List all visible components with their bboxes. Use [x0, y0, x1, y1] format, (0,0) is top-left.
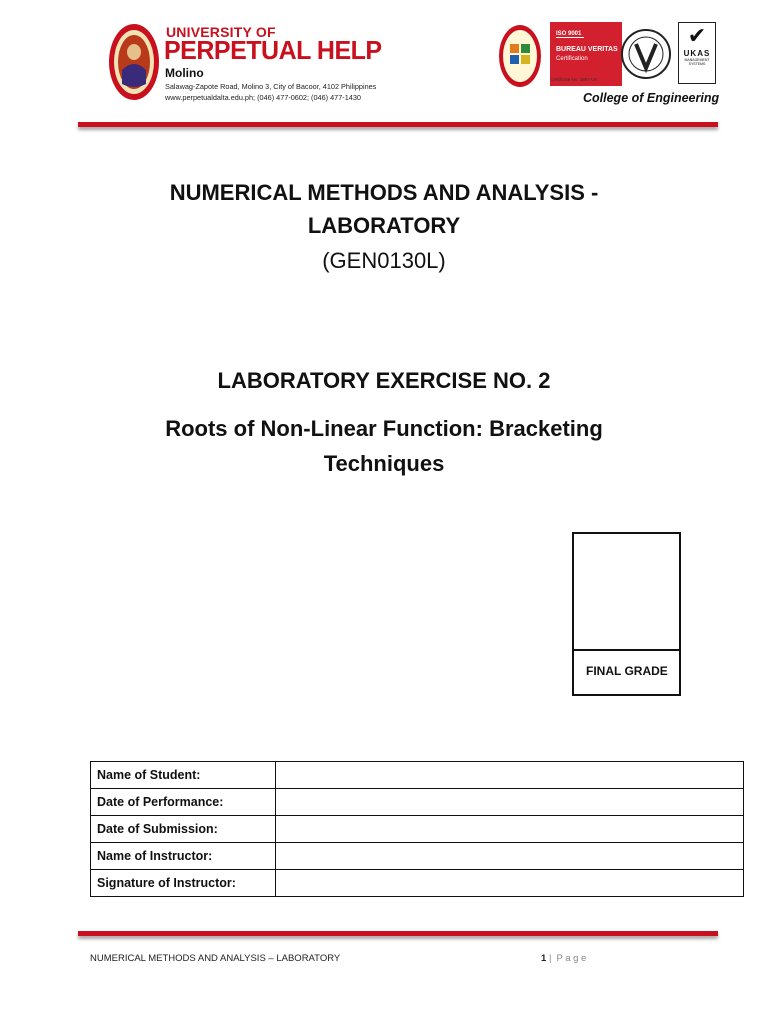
exercise-number: LABORATORY EXERCISE NO. 2: [217, 368, 551, 393]
student-name-field[interactable]: [276, 762, 744, 789]
university-name-line1: UNIVERSITY OF: [166, 24, 276, 40]
page-indicator: [541, 953, 589, 964]
table-row: [91, 762, 744, 789]
instructor-name-field[interactable]: [276, 843, 744, 870]
row-label: Date of Submission:: [91, 816, 276, 843]
ukas-badge: [678, 22, 716, 84]
final-grade-label-area: [574, 649, 679, 694]
footer-divider: [78, 931, 718, 936]
date-of-submission-field[interactable]: [276, 816, 744, 843]
certification-label: Certification: [556, 56, 588, 62]
exercise-topic: [0, 411, 768, 481]
page-number: 1: [541, 953, 547, 964]
iso-label: ISO 9001: [556, 31, 584, 38]
page-label: Page: [556, 953, 589, 964]
header-divider: [78, 122, 718, 127]
instructor-signature-field[interactable]: [276, 870, 744, 897]
crown-check-icon: ✔: [687, 23, 707, 48]
row-label: Signature of Instructor:: [91, 870, 276, 897]
student-info-table: [90, 761, 744, 897]
course-code: (GEN0130L): [322, 248, 446, 273]
table-row: [91, 816, 744, 843]
course-title-line1: NUMERICAL METHODS AND ANALYSIS -: [169, 180, 599, 205]
ukas-sub-label: MANAGEMENT SYSTEMS: [684, 58, 710, 66]
date-of-performance-field[interactable]: [276, 789, 744, 816]
row-label: Name of Instructor:: [91, 843, 276, 870]
final-grade-box: [572, 532, 681, 696]
college-of-engineering-seal-logo: [498, 24, 542, 88]
table-row: [91, 870, 744, 897]
bureau-veritas-label: BUREAU VERITAS: [556, 46, 618, 53]
ukas-label: UKAS: [683, 49, 711, 58]
university-name-line2: PERPETUAL HELP: [164, 36, 382, 66]
university-address: Salawag-Zapote Road, Molino 3, City of Bacoor, 4102 Philippines: [165, 82, 377, 91]
certificate-number: Certificate No. 3897-UK: [550, 77, 598, 82]
exercise-topic-line1: Roots of Non-Linear Function: Bracketing: [165, 416, 603, 441]
course-title: [0, 176, 768, 242]
final-grade-label: FINAL GRADE: [586, 664, 668, 678]
row-label: Name of Student:: [91, 762, 276, 789]
row-label: Date of Performance:: [91, 789, 276, 816]
bureau-veritas-seal-icon: [620, 22, 672, 86]
exercise-topic-line2: Techniques: [323, 451, 445, 476]
university-seal-logo: [108, 22, 160, 102]
footer-course-label: NUMERICAL METHODS AND ANALYSIS – LABORATORY: [90, 953, 341, 964]
university-contact: www.perpetualdalta.edu.ph; (046) 477-0602; (046) 477-1430: [165, 93, 361, 102]
college-name: College of Engineering: [583, 91, 720, 105]
table-row: [91, 789, 744, 816]
table-row: [91, 843, 744, 870]
page-separator: |: [548, 953, 554, 964]
course-title-line2: LABORATORY: [307, 213, 461, 238]
campus-name: Molino: [165, 66, 204, 80]
